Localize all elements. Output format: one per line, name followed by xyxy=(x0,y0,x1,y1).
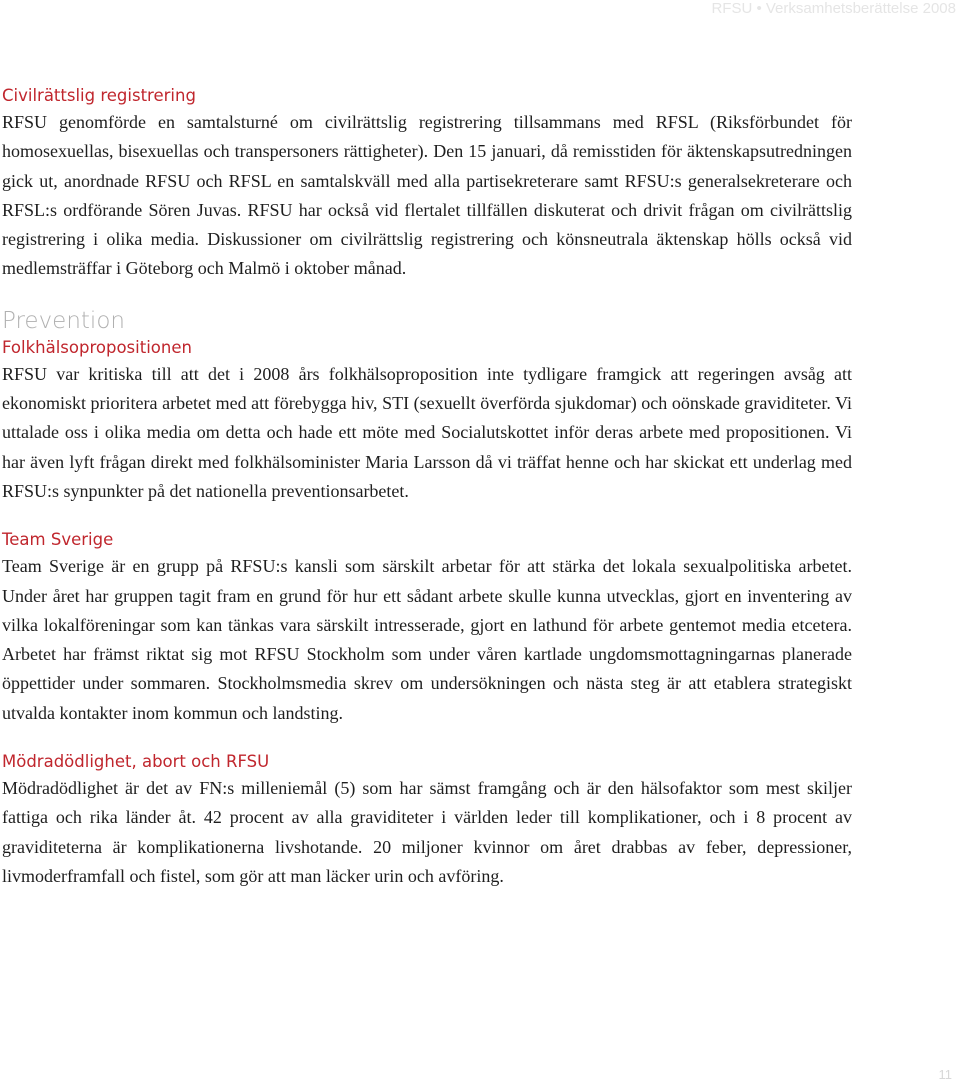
section-team-sverige xyxy=(2,528,852,728)
section-modradodlighet xyxy=(2,750,852,891)
paragraph-civilrattslig: RFSU genomförde en samtalsturné om civilrättslig registrering tillsammans med RFSL (Riksförbundet för homosexuellas, bisexuellas och transpersoners rättigheter). Den 15 januari, då remisstiden för äktenskapsutredningen gick ut, anordnade RFSU och RFSL en samtalskväll med alla partisekreterare samt RFSU:s generalsekreterare och RFSL:s ordförande Sören Juvas. RFSU har också vid flertalet tillfällen diskuterat och drivit frågan om civilrättslig registrering i olika media. Diskussioner om civilrättslig registrering och könsneutrala äktenskap hölls också vid medlemsträffar i Göteborg och Malmö i oktober månad. xyxy=(2,112,852,279)
section-civilrattslig xyxy=(2,84,852,284)
subheading-modradodlighet: Mödradödlighet, abort och RFSU xyxy=(2,752,270,772)
section-folkhalsopropositionen xyxy=(2,336,852,506)
paragraph-modradodlighet: Mödradödlighet är det av FN:s milleniemål (5) som har sämst framgång och är den hälsofaktor som mest skiljer fattiga och rika länder åt. 42 procent av alla graviditeter i världen leder till komplikationer, och i 8 procent av graviditeterna är komplikationerna livshotande. 20 miljoner kvinnor om året drabbas av feber, depressioner, livmoderframfall och fistel, som gör att man läcker urin och avföring. xyxy=(2,778,852,886)
page-content xyxy=(2,84,852,913)
subheading-folkhalsopropositionen: Folkhälsopropositionen xyxy=(2,337,192,357)
page-number: 11 xyxy=(938,1067,952,1082)
subheading-team-sverige: Team Sverige xyxy=(2,530,114,550)
paragraph-folkhalsopropositionen: RFSU var kritiska till att det i 2008 års folkhälsoproposition inte tydligare framgick att regeringen avsåg att ekonomiskt prioritera arbetet med att förebygga hiv, STI (sexuellt överförda sjukdomar) och oönskade graviditeter. Vi uttalade oss i olika media om detta och hade ett möte med Socialutskottet inför deras arbete med propositionen. Vi har även lyft frågan direkt med folkhälsominister Maria Larsson då vi träffat henne och har skickat ett underlag med RFSU:s synpunkter på det nationella preventionsarbetet. xyxy=(2,363,852,501)
paragraph-team-sverige: Team Sverige är en grupp på RFSU:s kansli som särskilt arbetar för att stärka det lokala sexualpolitiska arbetet. Under året har gruppen tagit fram en grund för hur ett sådant arbete skulle kunna utvecklas, gjort en inventering av vilka lokalföreningar som kan tänkas vara särskilt intresserade, gjort en lathund för arbete gentemot media etcetera. Arbetet har främst riktat sig mot RFSU Stockholm som under våren kartlade ungdomsmottagningarnas planerade öppettider under sommaren. Stockholmsmedia skrev om undersökningen och nästa steg är att etablera strategiskt utvalda kontakter inom kommun och landsting. xyxy=(2,556,852,723)
running-header: RFSU • Verksamhetsberättelse 2008 xyxy=(711,0,956,17)
subheading-civilrattslig: Civilrättslig registrering xyxy=(2,86,196,105)
section-heading-prevention: Prevention xyxy=(2,307,125,334)
